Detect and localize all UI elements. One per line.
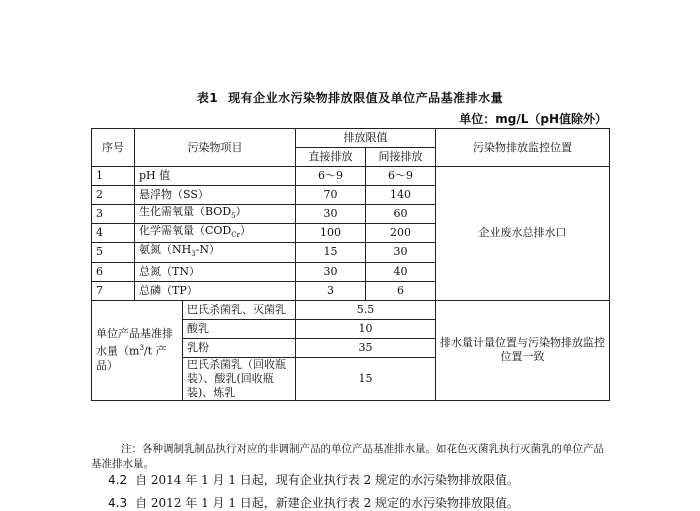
row-seq: 6 [92,262,135,281]
table-note-text: 注：各种调制乳制品执行对应的非调制产品的单位产品基准排水量。如花色灭菌乳执行灭菌乳的单位产品基准排水量。 [91,443,604,470]
header-row [92,129,610,148]
base-water-label: 单位产品基准排水量（$m^3/t$ 产品） [92,300,183,400]
row-pollutant: 悬浮物（SS） [135,186,296,205]
product-name: 乳粉 [183,338,296,357]
row-pollutant: 化学需氧量$(COD_{Cr})$ [135,224,296,243]
row-indirect: 40 [366,262,436,281]
header-location: 污染物排放监控位置 [436,129,610,167]
row-direct: 30 [296,205,366,224]
table-note [91,442,611,472]
row-seq: 3 [92,205,135,224]
row-indirect: 6 [366,281,436,300]
row-pollutant: 总氮（TN） [135,262,296,281]
row-seq: 4 [92,224,135,243]
header-seq: 序号 [92,129,135,167]
row-seq: 7 [92,281,135,300]
row-pollutant: 氨氮$(NH_3-N)$ [135,243,296,262]
row-direct: 100 [296,224,366,243]
row-direct: 3 [296,281,366,300]
product-name: 巴氏杀菌乳、灭菌乳 [183,300,296,319]
row-direct: 30 [296,262,366,281]
product-water-value: 35 [296,338,436,357]
clause-text: 自 2012 年 1 月 1 日起，新建企业执行表 2 规定的水污染物排放限值。 [135,496,520,510]
clause-number: 4.2 [108,473,128,487]
table-row [92,167,610,186]
table-number: 表1 [196,91,219,105]
row-indirect: 6～9 [366,167,436,186]
row-direct: 70 [296,186,366,205]
table-title-text: 现有企业水污染物排放限值及单位产品基准排水量 [228,91,504,105]
clause-item [108,471,519,488]
table-title [0,89,700,106]
header-item: 污染物项目 [135,129,296,167]
emission-limits-table [91,128,610,401]
row-indirect: 200 [366,224,436,243]
row-pollutant: pH 值 [135,167,296,186]
row-direct: 6～9 [296,167,366,186]
clause-number: 4.3 [108,496,128,510]
product-water-value: 5.5 [296,300,436,319]
product-water-value: 15 [296,357,436,400]
row-seq: 5 [92,243,135,262]
product-name: 巴氏杀菌乳（回收瓶装）、酸乳(回收瓶装)、炼乳 [183,357,296,400]
base-water-row [92,300,610,319]
row-seq: 1 [92,167,135,186]
row-indirect: 140 [366,186,436,205]
clause-item [108,494,519,511]
product-water-value: 10 [296,319,436,338]
row-indirect: 60 [366,205,436,224]
row-direct: 15 [296,243,366,262]
row-seq: 2 [92,186,135,205]
header-limit: 排放限值 [296,129,436,148]
header-indirect: 间接排放 [366,148,436,167]
header-direct: 直接排放 [296,148,366,167]
row-indirect: 30 [366,243,436,262]
row-pollutant: 总磷（TP） [135,281,296,300]
clause-text: 自 2014 年 1 月 1 日起，现有企业执行表 2 规定的水污染物排放限值。 [135,473,520,487]
monitoring-location-base: 排水量计量位置与污染物排放监控位置一致 [436,300,610,400]
monitoring-location-main: 企业废水总排水口 [436,167,610,301]
unit-label: 单位：mg/L（pH值除外） [459,112,607,126]
product-name: 酸乳 [183,319,296,338]
row-pollutant: 生化需氧量$(BOD_5)$ [135,205,296,224]
